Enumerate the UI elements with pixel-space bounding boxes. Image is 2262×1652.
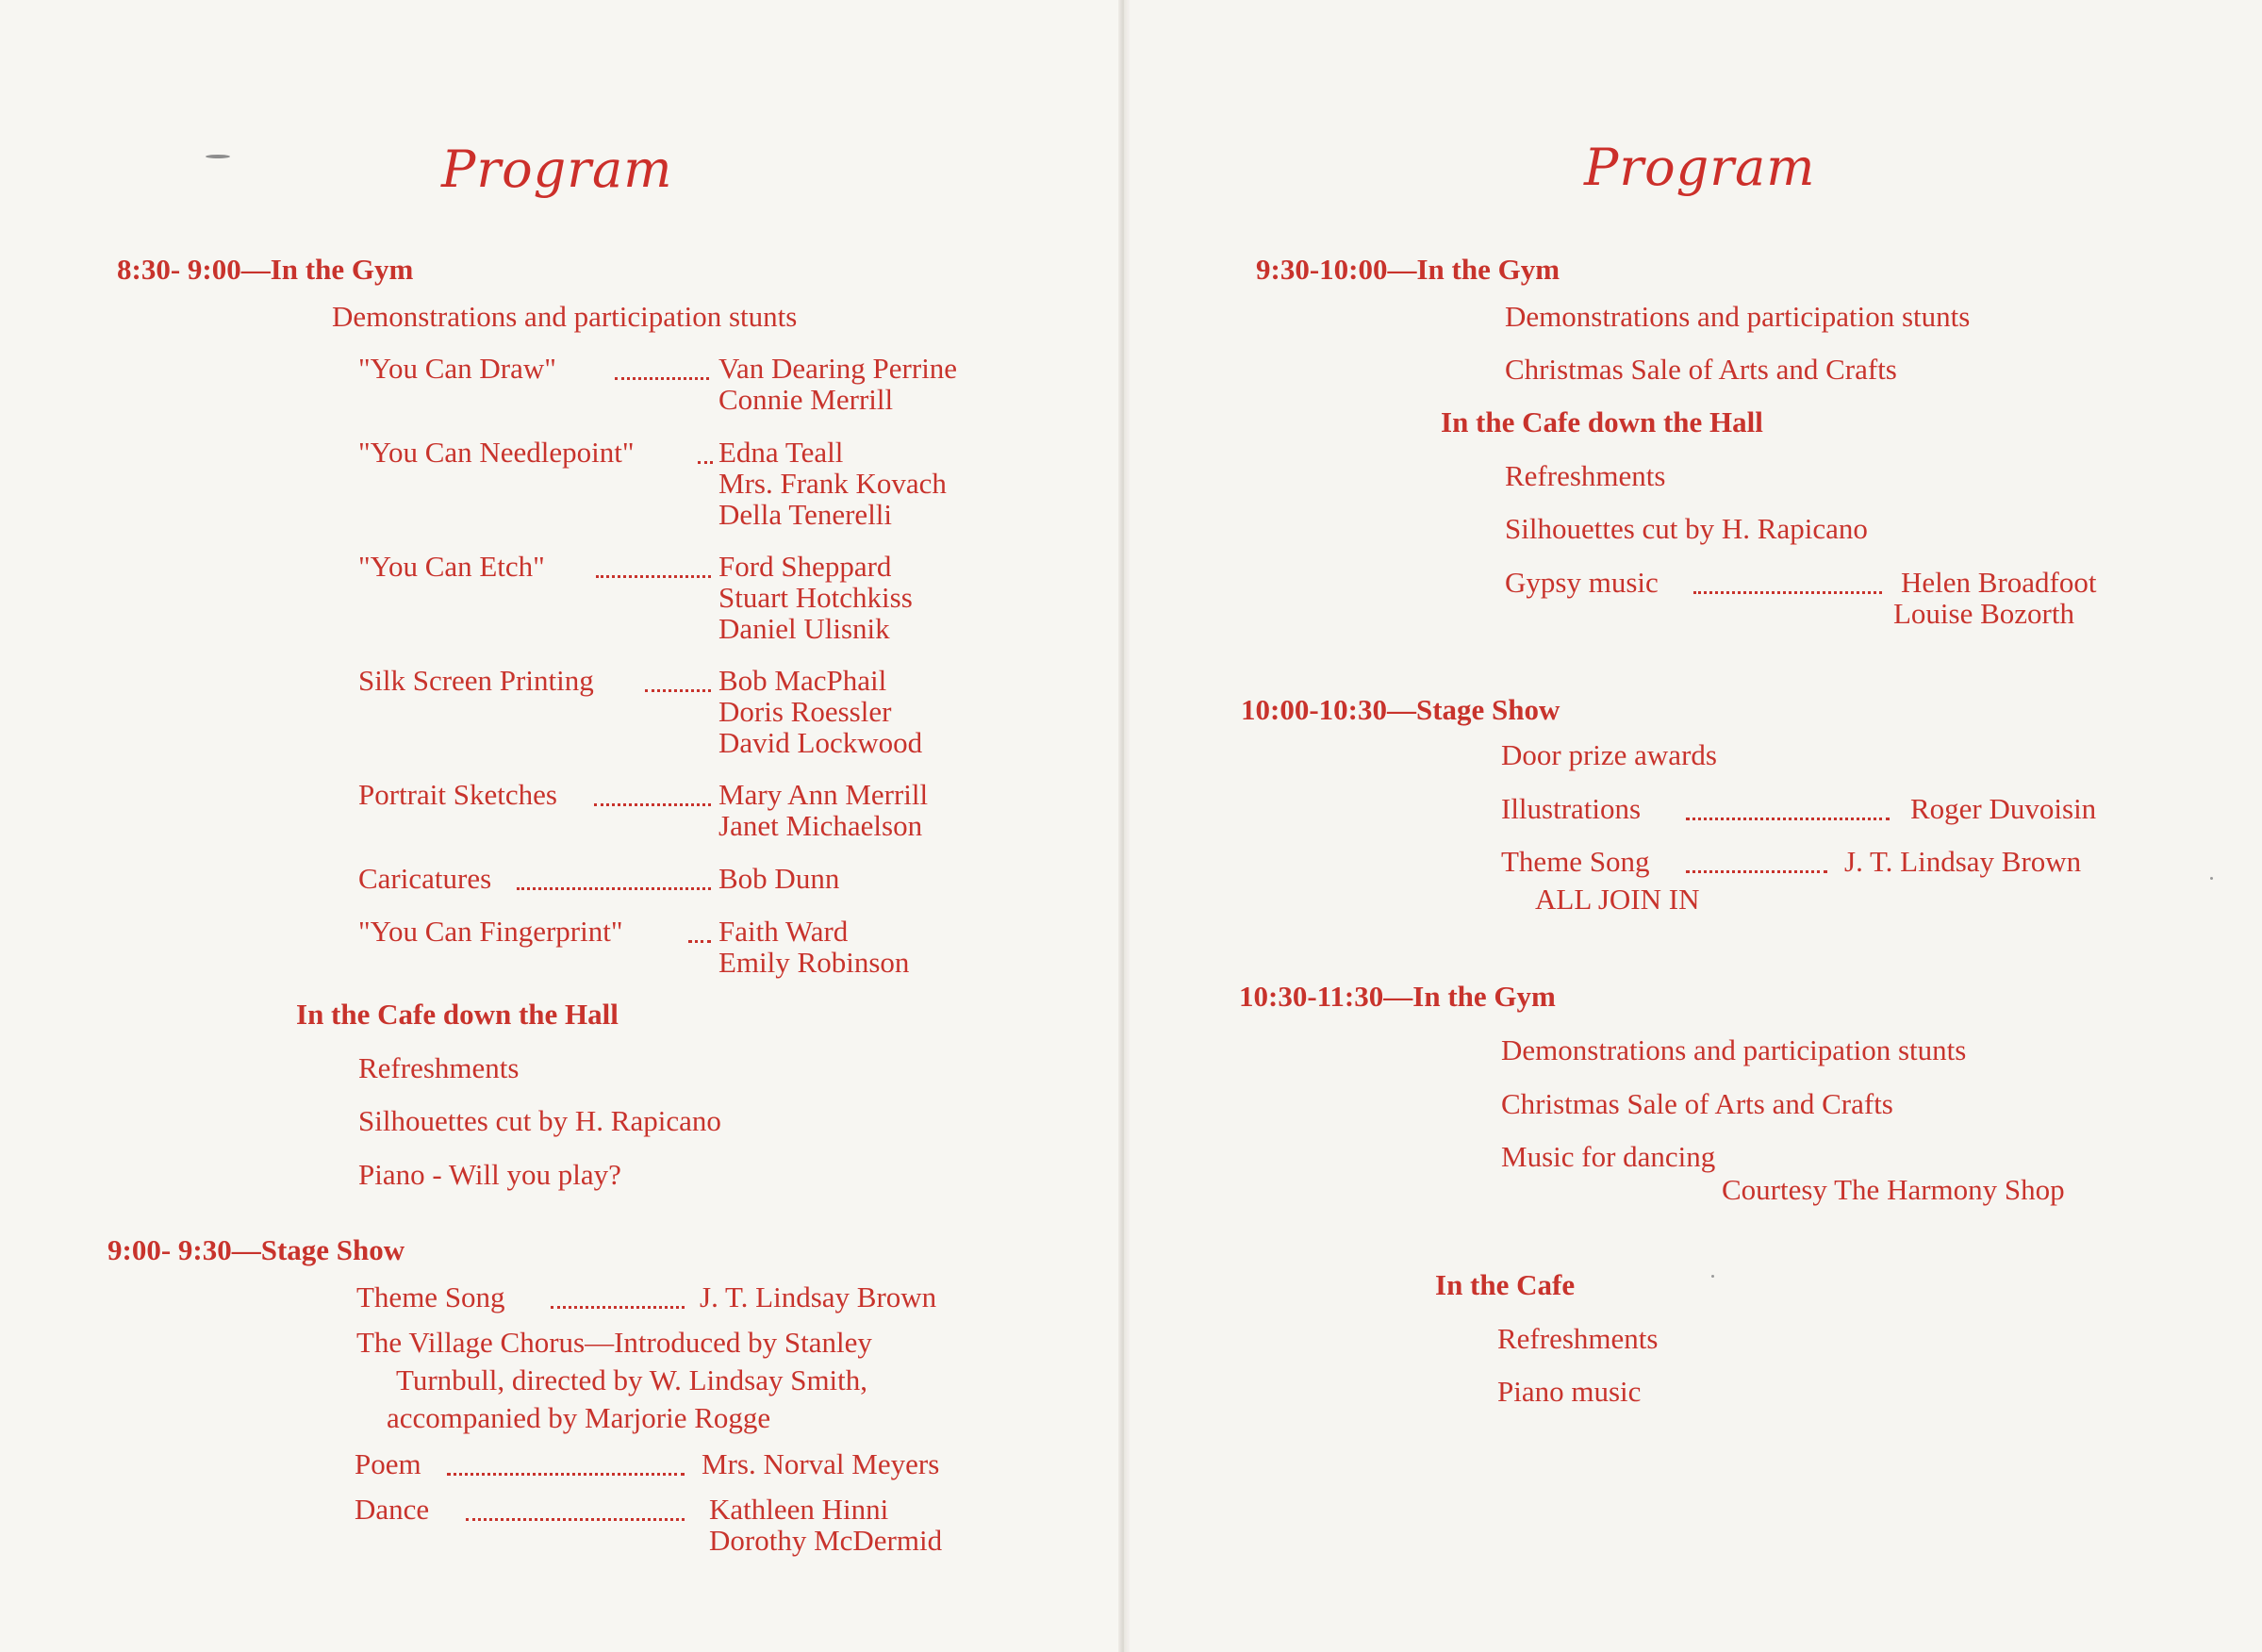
paper-speck — [2210, 877, 2213, 880]
courtesy-line: Courtesy The Harmony Shop — [1722, 1173, 2065, 1206]
cafe-item: Refreshments — [1497, 1322, 1659, 1355]
cafe-item: Silhouettes cut by H. Rapicano — [1505, 512, 1868, 545]
presenter-name: Ford Sheppard — [718, 550, 892, 583]
time-9-30-header: 9:30-10:00—In the Gym — [1256, 253, 1560, 286]
cafe-item: Silhouettes cut by H. Rapicano — [358, 1104, 721, 1137]
time-10-00-header: 10:00-10:30—Stage Show — [1241, 693, 1560, 726]
presenter-name: Stuart Hotchkiss — [718, 581, 913, 614]
activity-label: Silk Screen Printing — [358, 664, 594, 697]
cafe-heading: In the Cafe — [1435, 1268, 1576, 1301]
dot-leader — [551, 1306, 685, 1309]
presenter-name: Bob Dunn — [718, 862, 840, 895]
dot-leader — [594, 803, 711, 806]
demonstrations-intro: Demonstrations and participation stunts — [332, 300, 798, 333]
gym-item: Demonstrations and participation stunts — [1501, 1033, 1967, 1066]
dot-leader — [645, 689, 711, 692]
dance-name: Kathleen Hinni — [709, 1493, 889, 1526]
poem-name: Mrs. Norval Meyers — [702, 1447, 940, 1480]
chorus-line: accompanied by Marjorie Rogge — [387, 1401, 771, 1434]
presenter-name: Edna Teall — [718, 436, 844, 469]
presenter-name: Bob MacPhail — [718, 664, 887, 697]
cafe-item: Piano - Will you play? — [358, 1158, 621, 1191]
presenter-name: Mrs. Frank Kovach — [718, 467, 947, 500]
cafe-heading: In the Cafe down the Hall — [1441, 405, 1763, 438]
presenter-name: Connie Merrill — [718, 383, 894, 416]
presenter-name: Emily Robinson — [718, 946, 910, 979]
cafe-item: Piano music — [1497, 1375, 1642, 1408]
gypsy-music-label: Gypsy music — [1505, 566, 1659, 599]
chorus-line: The Village Chorus—Introduced by Stanley — [356, 1326, 872, 1359]
dot-leader — [1693, 591, 1882, 594]
dance-name: Dorothy McDermid — [709, 1524, 943, 1557]
all-join-in: ALL JOIN IN — [1535, 883, 1700, 916]
gym-item: Christmas Sale of Arts and Crafts — [1501, 1087, 1893, 1120]
theme-song-label: Theme Song — [1501, 845, 1650, 878]
theme-song-name: J. T. Lindsay Brown — [700, 1280, 937, 1313]
activity-label: "You Can Needlepoint" — [358, 436, 635, 469]
dot-leader — [698, 461, 713, 464]
presenter-name: Van Dearing Perrine — [718, 352, 958, 385]
time-10-30-header: 10:30-11:30—In the Gym — [1239, 980, 1556, 1013]
activity-label: "You Can Draw" — [358, 352, 556, 385]
dot-leader — [1686, 870, 1827, 873]
dot-leader — [466, 1518, 685, 1521]
paper-speck — [1711, 1275, 1714, 1278]
presenter-name: Della Tenerelli — [718, 498, 893, 531]
paper-speck — [206, 155, 230, 158]
right-page — [1124, 0, 2262, 1652]
theme-song-name: J. T. Lindsay Brown — [1844, 845, 2082, 878]
presenter-name: Doris Roessler — [718, 695, 892, 728]
cafe-heading: In the Cafe down the Hall — [296, 998, 619, 1031]
activity-label: Portrait Sketches — [358, 778, 557, 811]
time-9-00-header: 9:00- 9:30—Stage Show — [107, 1233, 405, 1266]
dot-leader — [615, 377, 709, 380]
cafe-item: Refreshments — [1505, 459, 1666, 492]
presenter-name: Daniel Ulisnik — [718, 612, 890, 645]
dot-leader — [517, 887, 711, 890]
dot-leader — [688, 940, 711, 943]
presenter-name: Janet Michaelson — [718, 809, 923, 842]
dot-leader — [447, 1473, 685, 1476]
presenter-name: Faith Ward — [718, 915, 849, 948]
activity-label: Caricatures — [358, 862, 492, 895]
gym-item: Christmas Sale of Arts and Crafts — [1505, 353, 1897, 386]
gym-item: Music for dancing — [1501, 1140, 1716, 1173]
dance-label: Dance — [355, 1493, 430, 1526]
illustrations-name: Roger Duvoisin — [1910, 792, 2097, 825]
activity-label: "You Can Etch" — [358, 550, 545, 583]
presenter-name: David Lockwood — [718, 726, 923, 759]
poem-label: Poem — [355, 1447, 421, 1480]
illustrations-label: Illustrations — [1501, 792, 1642, 825]
time-8-30-header: 8:30- 9:00—In the Gym — [117, 253, 414, 286]
right-program-title: Program — [1584, 138, 1816, 197]
dot-leader — [596, 575, 711, 578]
gym-item: Demonstrations and participation stunts — [1505, 300, 1971, 333]
chorus-line: Turnbull, directed by W. Lindsay Smith, — [396, 1363, 868, 1396]
presenter-name: Mary Ann Merrill — [718, 778, 929, 811]
left-program-title: Program — [441, 140, 673, 199]
cafe-item: Refreshments — [358, 1051, 520, 1084]
gypsy-music-name: Helen Broadfoot — [1901, 566, 2097, 599]
activity-label: "You Can Fingerprint" — [358, 915, 623, 948]
theme-song-label: Theme Song — [356, 1280, 505, 1313]
dot-leader — [1686, 818, 1890, 820]
gypsy-music-name: Louise Bozorth — [1893, 597, 2074, 630]
center-fold — [1118, 0, 1130, 1652]
door-prize-item: Door prize awards — [1501, 738, 1717, 771]
